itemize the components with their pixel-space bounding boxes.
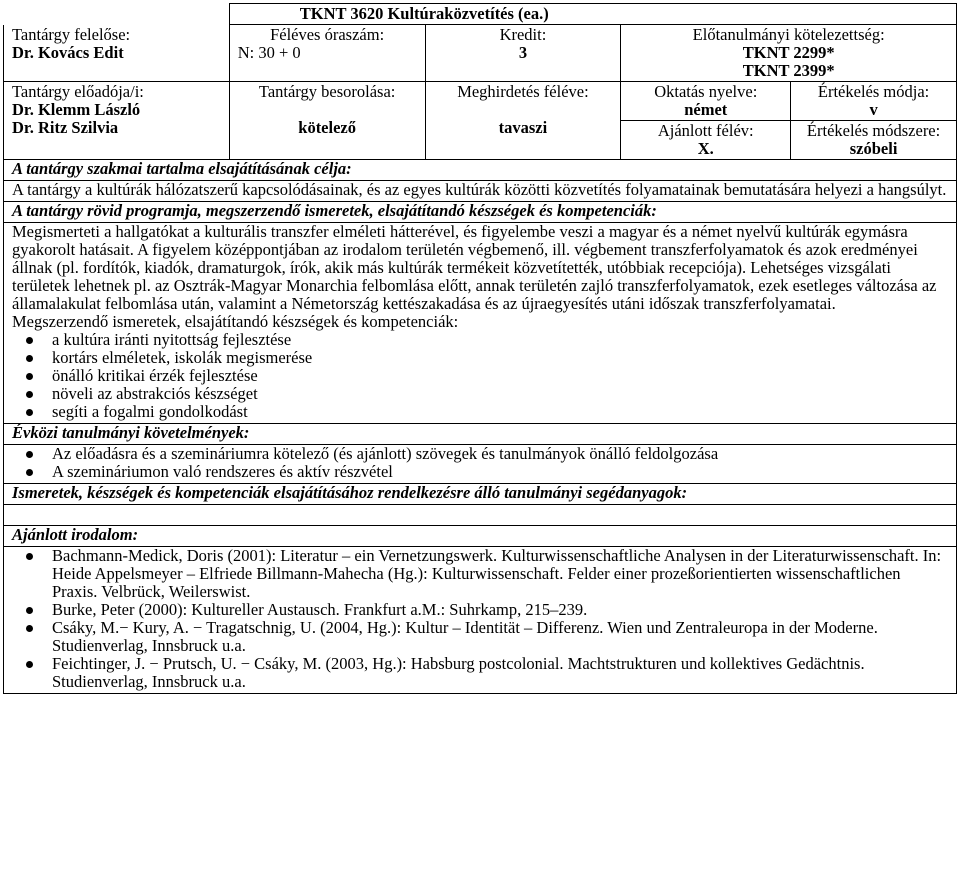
title-row [4, 4, 957, 25]
materials-heading: Ismeretek, készségek és kompetenciák elsajátításához rendelkezésre álló tanulmányi segédanyagok: [4, 484, 957, 505]
hours-label: Féléves óraszám: [270, 25, 385, 44]
language-value: német [684, 100, 728, 119]
prereq-label: Előtanulmányi kötelezettség: [692, 25, 885, 44]
requirements-body [4, 445, 957, 484]
competence-list [12, 331, 948, 421]
program-body [4, 223, 957, 424]
recommended-value: X. [697, 139, 714, 158]
recommended-label: Ajánlott félév: [657, 121, 754, 140]
program-text: Megismerteti a hallgatókat a kulturális transzfer elméleti hátterével, és figyelembe veszi a magyar és a német nyelvű kultúrák egymásra gyakorolt hatásait. A figyelem középpontjában az irodalom területén végbemenő, ill. végbement transzferfolyamatok és azok eredményei állnak (pl. fordítók, kiadók, dramaturgok, írók, akik más kultúrák termékeit közvetítették, utóbbiak recepciója). Lehetséges vizsgálati területek lehetnek pl. az Osztrák-Magyar Monarchia felbomlása előtt, annak területén zajló transzferfolyamatok, ezek esetleges változása az államalakulat felbomlása után, valamint a Németország kettészakadása és az újraegyesítés utáni időszak transzferfolyamatai. [12, 222, 937, 313]
credit-value: 3 [518, 43, 528, 62]
semester-value: tavaszi [498, 118, 548, 137]
classification-value: kötelező [298, 118, 356, 137]
credit-label: Kredit: [499, 25, 547, 44]
list-item: Az előadásra és a szemináriumra kötelező (és ajánlott) szövegek és tanulmányok önálló feldolgozása [52, 445, 948, 463]
list-item: Burke, Peter (2000): Kultureller Austausch. Frankfurt a.M.: Suhrkamp, 215–239. [52, 601, 948, 619]
list-item: a kultúra iránti nyitottság fejlesztése [52, 331, 948, 349]
list-item: Bachmann-Medick, Doris (2001): Literatur – ein Vernetzungswerk. Kulturwissenschaftliche Analysen in der Literaturwissenschaft. In: Heide Appelsmeyer – Elfriede Billmann-Mahecha (Hg.): Kulturwissenschaft. Felder einer prozeßorientierten wissenschaftlichen Praxis. Velbrück, Weilerswist. [52, 547, 948, 601]
method-value: szóbeli [849, 139, 898, 158]
list-item: Csáky, M.− Kury, A. − Tragatschnig, U. (2004, Hg.): Kultur – Identität – Differenz. Wien und Zentraleuropa in der Moderne. Studienverlag, Innsbruck u.a. [52, 619, 948, 655]
literature-body [4, 547, 957, 694]
header-row-2 [4, 82, 957, 160]
requirements-heading: Évközi tanulmányi követelmények: [4, 424, 957, 445]
prereq-value-2: TKNT 2399* [742, 61, 835, 80]
language-label: Oktatás nyelve: [654, 82, 758, 101]
list-item: növeli az abstrakciós készséget [52, 385, 948, 403]
hours-value: N: 30 + 0 [237, 43, 301, 62]
goal-heading: A tantárgy szakmai tartalma elsajátításának célja: [4, 160, 957, 181]
course-table [3, 3, 957, 694]
lecturer-name-2: Dr. Ritz Szilvia [12, 118, 119, 137]
lecturer-name-1: Dr. Klemm László [12, 100, 141, 119]
materials-body [4, 505, 957, 526]
course-title: TKNT 3620 Kultúraközvetítés (ea.) [229, 4, 956, 25]
requirements-list [12, 445, 948, 481]
list-item: Feichtinger, J. − Prutsch, U. − Csáky, M. (2003, Hg.): Habsburg postcolonial. Machtstrukturen und kollektives Gedächtnis. Studienverlag, Innsbruck u.a. [52, 655, 948, 691]
literature-list [12, 547, 948, 691]
responsible-label: Tantárgy felelőse: [12, 24, 131, 44]
assessment-value: v [869, 100, 878, 119]
list-item: kortárs elméletek, iskolák megismerése [52, 349, 948, 367]
list-item: A szemináriumon való rendszeres és aktív részvétel [52, 463, 948, 481]
responsible-name: Dr. Kovács Edit [12, 42, 124, 62]
header-row-1 [4, 25, 957, 82]
list-item: segíti a fogalmi gondolkodást [52, 403, 948, 421]
classification-label: Tantárgy besorolása: [258, 82, 396, 101]
goal-text: A tantárgy a kultúrák hálózatszerű kapcsolódásainak, és az egyes kultúrák közötti közvetítés folyamatainak bemutatására helyezi a hangsúlyt. [4, 181, 957, 202]
program-heading: A tantárgy rövid programja, megszerzendő ismeretek, elsajátítandó készségek és kompetenciák: [4, 202, 957, 223]
prereq-value-1: TKNT 2299* [742, 43, 835, 62]
lecturer-label: Tantárgy előadója/i: [12, 82, 144, 101]
semester-label: Meghirdetés féléve: [457, 82, 589, 101]
competence-label: Megszerzendő ismeretek, elsajátítandó készségek és kompetenciák: [12, 312, 459, 331]
assessment-label: Értékelés módja: [817, 82, 930, 101]
literature-heading: Ajánlott irodalom: [4, 526, 957, 547]
method-label: Értékelés módszere: [806, 121, 941, 140]
list-item: önálló kritikai érzék fejlesztése [52, 367, 948, 385]
